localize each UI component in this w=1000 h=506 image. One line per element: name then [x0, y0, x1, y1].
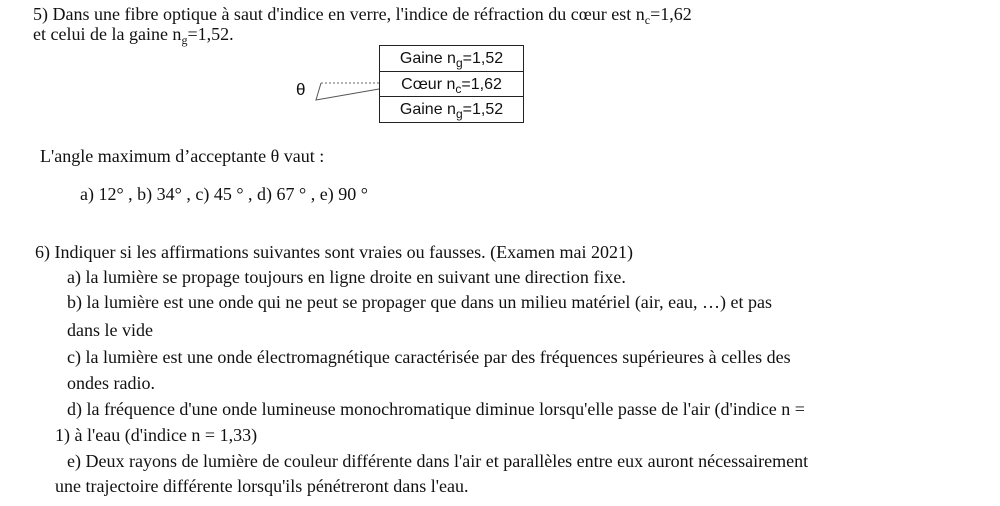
- q5-answers: a) 12° , b) 34° , c) 45 ° , d) 67 ° , e) 90 °: [80, 184, 368, 204]
- q6-item-b-line-2: dans le vide: [67, 320, 153, 340]
- q6-item-c-line-1: c) la lumière est une onde électromagnétique caractérisée par des fréquences supérieures à celles des: [67, 347, 791, 367]
- q6-item-b-line-1: b) la lumière est une onde qui ne peut se propager que dans un milieu matériel (air, eau, …) et pas: [67, 292, 773, 312]
- q5-line-2: et celui de la gaine $n_g=1,52$.: [33, 24, 234, 47]
- core-label: Cœur $n_c=1,62$: [380, 71, 523, 97]
- q6-item-d-line-2: 1) à l'eau (d'indice n = 1,33): [55, 425, 258, 445]
- cladding-bottom-label: Gaine $n_g=1,52$: [399, 101, 504, 121]
- q6-item-d-line-1: d) la fréquence d'une onde lumineuse monochromatique diminue lorsqu'elle passe de l'air (d'indice n =: [67, 399, 805, 419]
- q6-item-e-line-1: e) Deux rayons de lumière de couleur différente dans l'air et parallèles entre eux auront nécessairement: [67, 451, 809, 471]
- theta-label: θ: [296, 80, 306, 99]
- q5-question: L'angle maximum d’acceptante θ vaut :: [40, 146, 325, 166]
- fiber-diagram: [379, 45, 524, 123]
- q5-line-1: 5) Dans une fibre optique à saut d'indice en verre, l'indice de réfraction du cœur est $n_c=1,62$: [33, 4, 692, 27]
- acceptance-angle-wedge: [315, 80, 381, 104]
- cladding-top-label: Gaine $n_g=1,52$: [399, 50, 504, 70]
- q6-item-e-line-2: une trajectoire différente lorsqu'ils pénétreront dans l'eau.: [55, 476, 469, 496]
- q6-title: 6) Indiquer si les affirmations suivantes sont vraies ou fausses. (Examen mai 2021): [35, 242, 634, 262]
- q6-item-a: a) la lumière se propage toujours en ligne droite en suivant une direction fixe.: [67, 267, 626, 287]
- q6-item-c-line-2: ondes radio.: [67, 373, 155, 393]
